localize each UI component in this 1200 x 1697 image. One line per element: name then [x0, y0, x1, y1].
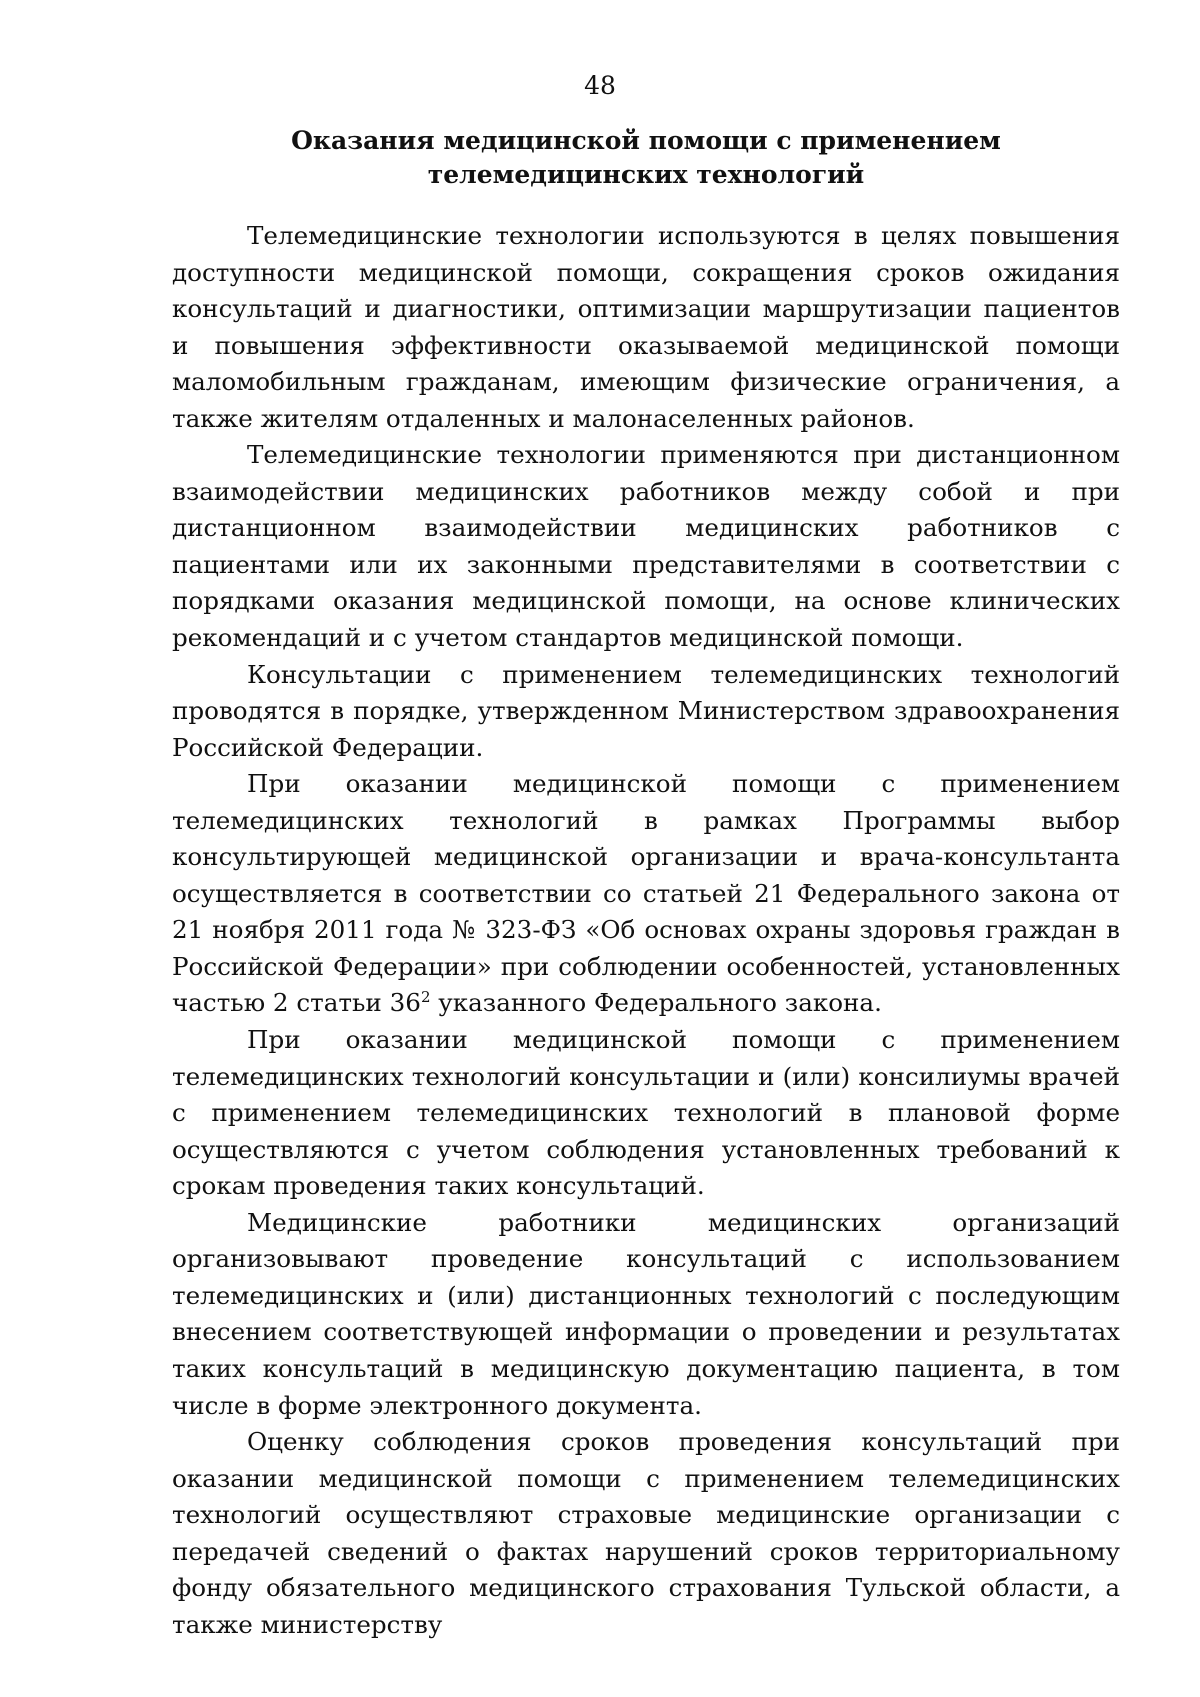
section-title: [172, 124, 1120, 192]
paragraph-4-text-start: При оказании медицинской помощи с применением телемедицинских технологий в рамках Программы выбор консультирующей медицинской организации и врача-консультанта осуществляется в соответствии со статьей 21 Федерального закона от 21 ноября 2011 года № 323-ФЗ «Об основах охраны здоровья граждан в Российской Федерации» при соблюдении особенностей, установленных частью 2 статьи 36: [172, 769, 1120, 1018]
section-title-line-1: Оказания медицинской помощи с применением: [291, 126, 1001, 155]
paragraph-7: Оценку соблюдения сроков проведения консультаций при оказании медицинской помощи с применением телемедицинских технологий осуществляют страховые медицинские организации с передачей сведений о фактах нарушений сроков территориальному фонду обязательного медицинского страхования Тульской области, а также министерству: [172, 1427, 1120, 1639]
paragraph-6: Медицинские работники медицинских организаций организовывают проведение консультаций с использованием телемедицинских и (или) дистанционных технологий с последующим внесением соответствующей информации о проведении и результатах таких консультаций в медицинскую документацию пациента, в том числе в форме электронного документа.: [172, 1207, 1120, 1420]
article-superscript: 2: [420, 988, 431, 1007]
section-title-line-2: телемедицинских технологий: [427, 160, 865, 189]
paragraph-1: Телемедицинские технологии используются в целях повышения доступности медицинской помощи, сокращения сроков ожидания консультаций и диагностики, оптимизации маршрутизации пациентов и повышения эффективности оказываемой медицинской помощи маломобильным гражданам, имеющим физические ограничения, а также жителям отдаленных и малонаселенных районов.: [172, 221, 1120, 433]
paragraph-2: Телемедицинские технологии применяются при дистанционном взаимодействии медицинских работников между собой и при дистанционном взаимодействии медицинских работников с пациентами или их законными представителями в соответствии с порядками оказания медицинской помощи, на основе клинических рекомендаций и с учетом стандартов медицинской помощи.: [172, 440, 1120, 653]
paragraph-4: [172, 766, 1120, 1022]
paragraph-5: При оказании медицинской помощи с применением телемедицинских технологий консультации и (или) консилиумы врачей с применением телемедицинских технологий в плановой форме осуществляются с учетом соблюдения установленных требований к срокам проведения таких консультаций.: [172, 1025, 1120, 1201]
body-text: [172, 218, 1120, 1643]
paragraph-3: Консультации с применением телемедицинских технологий проводятся в порядке, утвержденном Министерством здравоохранения Российской Федерации.: [172, 659, 1120, 762]
paragraph-4-text-end: указанного Федерального закона.: [430, 988, 882, 1018]
page-number: 48: [584, 71, 616, 100]
